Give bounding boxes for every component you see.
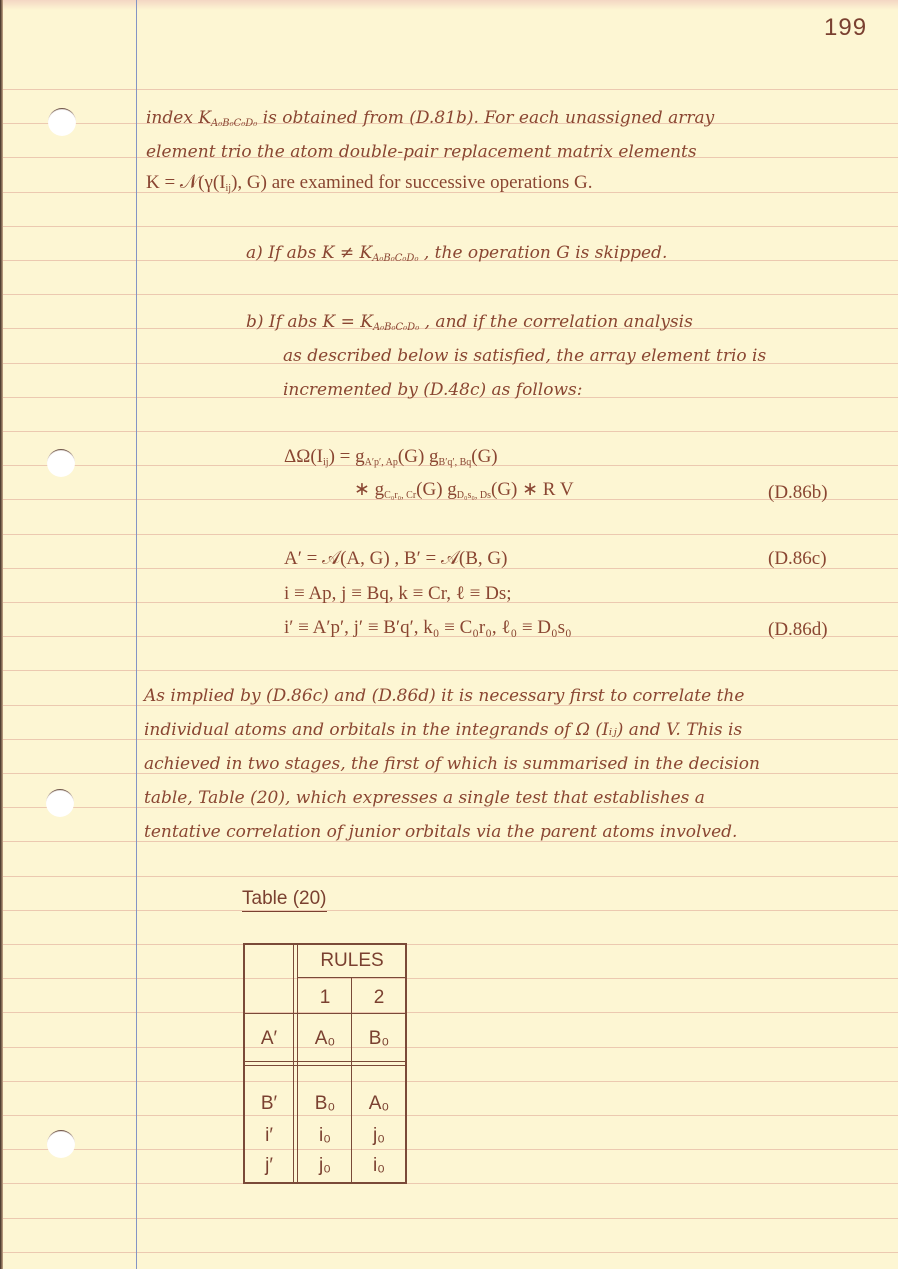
table-border-top (243, 943, 407, 945)
rule-a (246, 243, 667, 264)
table-title: Table (20) (242, 888, 327, 912)
table-cell: i₀ (318, 1125, 332, 1146)
table-label-divider-a (293, 943, 294, 1183)
punch-hole-2 (47, 449, 75, 477)
text: is obtained from (D.81b). For each unassigned array (257, 108, 715, 128)
ruled-line (3, 1252, 898, 1253)
text: (G) g (416, 479, 457, 500)
subscript: A₀B₀C₀D₀ (372, 322, 420, 333)
ruled-line (3, 670, 898, 671)
ruled-line (3, 944, 898, 945)
table-condition-divider-a (243, 1061, 407, 1062)
subscript: A₀B₀C₀D₀ (372, 253, 419, 264)
paragraph-line-4: table, Table (20), which expresses a single test that establishes a (144, 788, 705, 808)
text: (G) (471, 446, 498, 467)
table-numbers-divider (243, 1013, 407, 1014)
ruled-line (3, 1047, 898, 1048)
text: , and if the correlation analysis (419, 312, 693, 332)
ruled-line (3, 1012, 898, 1013)
equation-d86b-line-2 (354, 478, 574, 501)
equation-label-d86d: (D.86d) (768, 619, 828, 640)
equation-d86d: i′ ≡ A′p′, j′ ≡ B′q′, k₀ ≡ C₀r₀, ℓ₀ ≡ D₀s₀ (284, 617, 572, 638)
ruled-line (3, 431, 898, 432)
table-row-label-a-prime: A′ (260, 1028, 278, 1049)
table-cell: B₀ (314, 1093, 336, 1114)
page-top-tint (0, 0, 898, 10)
page-edge-shadow (0, 0, 3, 1269)
text: , the operation G is skipped. (418, 243, 668, 263)
ruled-line (3, 1218, 898, 1219)
table-cell: A₀ (314, 1028, 336, 1049)
ruled-line (3, 910, 898, 911)
paragraph-line-1: As implied by (D.86c) and (D.86d) it is necessary first to correlate the (144, 686, 745, 706)
punch-hole-3 (46, 789, 74, 817)
ruled-line (3, 1149, 898, 1150)
table-condition-divider-b (243, 1065, 407, 1066)
text: index K (146, 108, 212, 128)
text: (G) ∗ R V (491, 479, 574, 500)
subscript: ij (225, 183, 232, 194)
paragraph-line-2: individual atoms and orbitals in the integrands of Ω (Iᵢⱼ) and V. This is (144, 720, 743, 740)
ruled-line (3, 978, 898, 979)
table-cell: i₀ (372, 1155, 386, 1176)
rule-b-line-3: incremented by (D.48c) as follows: (283, 380, 583, 400)
decision-table (243, 943, 407, 1183)
subscript: C₀r₀, Cr (384, 490, 417, 501)
table-border-bottom (243, 1182, 407, 1184)
ruled-line (3, 1081, 898, 1082)
table-header-rules: RULES (320, 950, 384, 971)
table-border-left (243, 943, 245, 1183)
table-row-label-b-prime: B′ (260, 1093, 278, 1114)
ruled-line (3, 534, 898, 535)
ruled-line (3, 876, 898, 877)
rule-b-line-2: as described below is satisfied, the array element trio is (283, 346, 767, 366)
equation-label-d86c: (D.86c) (768, 548, 827, 569)
intro-line-1 (146, 108, 714, 129)
ruled-line (3, 1183, 898, 1184)
paragraph-line-5: tentative correlation of junior orbitals via the parent atoms involved. (144, 822, 738, 842)
ruled-line (3, 294, 898, 295)
table-cell: j₀ (372, 1125, 386, 1146)
subscript: A₀B₀C₀D₀ (211, 118, 258, 129)
text: ΔΩ(I (284, 446, 323, 467)
text: ∗ g (354, 479, 385, 500)
margin-line (136, 0, 137, 1269)
equation-d86c-line-2: i ≡ Ap, j ≡ Bq, k ≡ Cr, ℓ ≡ Ds; (284, 583, 512, 604)
subscript: D₀s₀, Ds (456, 490, 491, 501)
punch-hole-4 (47, 1130, 75, 1158)
ruled-line (3, 1115, 898, 1116)
equation-label-d86b: (D.86b) (768, 482, 828, 503)
equation-d86c: A′ = 𝒜(A, G) , B′ = 𝒜(B, G) (284, 548, 508, 569)
equation-d86b-line-1 (284, 446, 498, 468)
text: b) If abs K = K (246, 312, 373, 332)
table-column-divider (351, 977, 352, 1183)
punch-hole-1 (48, 108, 76, 136)
text: K = 𝒩(γ(I (146, 172, 226, 193)
paragraph-line-3: achieved in two stages, the first of which is summarised in the decision (144, 754, 760, 774)
text: ) = g (328, 446, 365, 467)
intro-line-2: element trio the atom double-pair replacement matrix elements (146, 142, 697, 162)
table-cell: A₀ (368, 1093, 390, 1114)
table-cell: B₀ (368, 1028, 390, 1049)
table-border-right (405, 943, 407, 1183)
table-row-label-i-prime: i′ (265, 1125, 273, 1146)
page-number: 199 (824, 14, 868, 41)
table-column-2: 2 (373, 987, 385, 1008)
ruled-line (3, 89, 898, 90)
text: (G) g (397, 446, 439, 467)
table-row-label-j-prime: j′ (265, 1155, 273, 1176)
subscript: ij (323, 457, 329, 468)
ruled-line (3, 226, 898, 227)
intro-line-3 (146, 172, 592, 194)
subscript: B′q′, Bq (438, 457, 472, 468)
rule-b-line-1 (246, 312, 693, 333)
table-column-1: 1 (319, 987, 331, 1008)
text: a) If abs K ≠ K (246, 243, 373, 263)
text: ), G) are examined for successive operations G. (231, 172, 593, 193)
table-cell: j₀ (318, 1155, 332, 1176)
subscript: A′p′, Ap (364, 457, 398, 468)
table-label-divider-b (297, 943, 298, 1183)
